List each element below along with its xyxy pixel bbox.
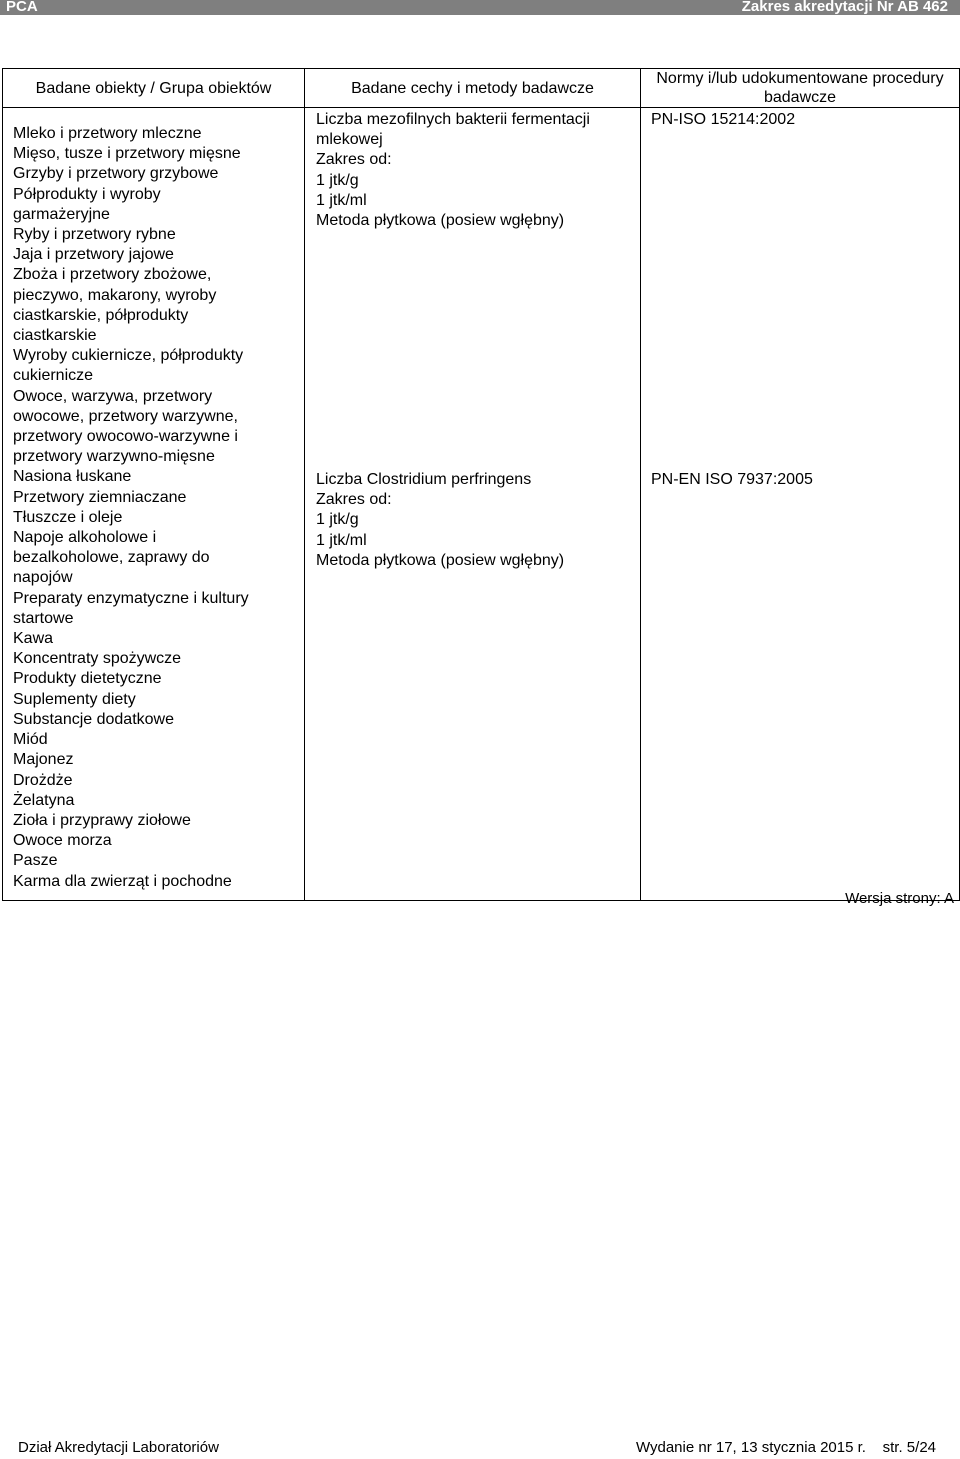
page-version: Wersja strony: A <box>845 890 954 907</box>
object-item: Jaja i przetwory jajowe <box>13 246 174 264</box>
object-item: Zioła i przyprawy ziołowe <box>13 811 191 829</box>
object-item: Pasze <box>13 852 58 870</box>
object-item: Żelatyna <box>13 791 75 809</box>
object-item: Nasiona łuskane <box>13 468 132 486</box>
object-item: Napoje alkoholowe i <box>13 529 157 547</box>
method-line: Liczba Clostridium perfringens <box>316 471 532 488</box>
object-item: Mleko i przetwory mleczne <box>13 125 202 142</box>
object-item: Półprodukty i wyroby <box>13 185 161 203</box>
methods-list <box>305 108 640 900</box>
object-item: Mięso, tusze i przetwory mięsne <box>13 145 241 163</box>
norm-entry: PN-ISO 15214:2002 <box>651 111 796 128</box>
method-entry <box>316 470 564 571</box>
page-header <box>0 0 960 15</box>
object-item: Karma dla zwierząt i pochodne <box>13 872 232 890</box>
method-line: 1 jtk/ml <box>316 531 367 549</box>
object-item: Zboża i przetwory zbożowe, <box>13 266 212 284</box>
object-item: startowe <box>13 609 74 627</box>
method-line: 1 jtk/g <box>316 171 359 189</box>
object-item: przetwory warzywno-mięsne <box>13 448 215 466</box>
method-line: Metoda płytkowa (posiew wgłębny) <box>316 551 565 569</box>
methods-cell <box>305 108 641 901</box>
object-item: Owoce, warzywa, przetwory <box>13 387 213 405</box>
header-org: PCA <box>6 0 38 15</box>
footer-department: Dział Akredytacji Laboratoriów <box>18 1439 219 1456</box>
object-item: Grzyby i przetwory grzybowe <box>13 165 219 183</box>
object-item: Drożdże <box>13 771 73 789</box>
object-item: Suplementy diety <box>13 690 136 708</box>
object-item: Preparaty enzymatyczne i kultury <box>13 589 249 607</box>
object-item: Miód <box>13 731 48 749</box>
method-line: Metoda płytkowa (posiew wgłębny) <box>316 212 565 230</box>
object-item: bezalkoholowe, zaprawy do <box>13 549 210 567</box>
method-line: 1 jtk/ml <box>316 191 367 209</box>
object-item: owocowe, przetwory warzywne, <box>13 407 238 425</box>
object-item: pieczywo, makarony, wyroby <box>13 286 217 304</box>
object-item: Substancje dodatkowe <box>13 710 174 728</box>
method-line: 1 jtk/g <box>316 511 359 529</box>
objects-cell <box>3 108 305 901</box>
object-item: cukiernicze <box>13 367 94 385</box>
object-item: przetwory owocowo-warzywne i <box>13 428 238 446</box>
method-line: Zakres od: <box>316 491 392 509</box>
object-item: Majonez <box>13 751 74 769</box>
object-item: Przetwory ziemniaczane <box>13 488 187 506</box>
object-item: Owoce morza <box>13 832 112 850</box>
object-item: Produkty dietetyczne <box>13 670 162 688</box>
method-line: Liczba mezofilnych bakterii fermentacji <box>316 111 590 128</box>
norm-entry: PN-EN ISO 7937:2005 <box>651 471 813 488</box>
object-item: Ryby i przetwory rybne <box>13 226 176 244</box>
column-header-objects: Badane obiekty / Grupa obiektów <box>3 69 305 108</box>
object-item: Kawa <box>13 630 54 648</box>
norms-cell <box>641 108 960 901</box>
object-item: ciastkarskie, półprodukty <box>13 306 189 324</box>
object-item: napojów <box>13 569 73 587</box>
object-item: Wyroby cukiernicze, półprodukty <box>13 347 244 365</box>
header-document-title: Zakres akredytacji Nr AB 462 <box>741 0 948 15</box>
column-header-methods: Badane cechy i metody badawcze <box>305 69 641 108</box>
method-line: Zakres od: <box>316 151 392 169</box>
method-entry <box>316 110 640 231</box>
object-item: ciastkarskie <box>13 327 97 345</box>
method-line: mlekowej <box>316 131 383 149</box>
object-item: garmażeryjne <box>13 205 110 223</box>
footer-edition: Wydanie nr 17, 13 stycznia 2015 r. str. 5/24 <box>635 1439 936 1456</box>
norms-list <box>641 108 959 488</box>
object-item: Tłuszcze i oleje <box>13 508 123 526</box>
column-header-norms: Normy i/lub udokumentowane procedury badawcze <box>641 69 960 108</box>
accreditation-scope-table <box>2 68 960 901</box>
objects-list <box>3 108 304 892</box>
object-item: Koncentraty spożywcze <box>13 650 182 668</box>
